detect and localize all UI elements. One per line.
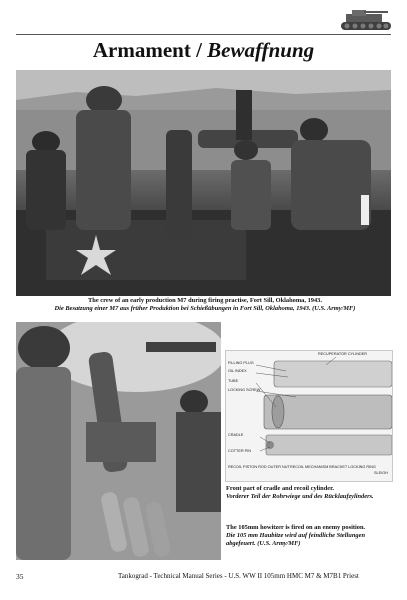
page-number: 35	[16, 572, 24, 581]
label-sleigh: SLEIGH	[374, 471, 388, 475]
photo2-caption-german: Die 105 mm Haubitze wird auf feindliche Stellungen abgefeuert. (U.S. Army/MF)	[226, 532, 366, 547]
photo2-caption	[226, 524, 396, 548]
title-english: Armament	[92, 38, 191, 62]
photo2-caption-english: The 105mm howitzer is fired on an enemy position.	[226, 524, 366, 531]
diagram-cradle-recoil	[225, 350, 393, 482]
label-cotter-pin: COTTER PIN	[228, 449, 251, 453]
label-recoil-piston-rod-outer-nut: RECOIL PISTON ROD OUTER NUT	[228, 465, 290, 469]
footer-series-title: Tankograd - Technical Manual Series - U.S. WW II 105mm HMC M7 & M7B1 Priest	[118, 572, 359, 580]
label-tube: TUBE	[228, 379, 239, 383]
photo-crew-m7	[16, 70, 391, 296]
tank-logo-icon	[338, 6, 396, 34]
photo-crew-m7-image	[16, 70, 391, 296]
diagram-cradle-recoil-drawing	[226, 351, 392, 481]
header-rule	[16, 34, 391, 35]
photo1-caption	[30, 297, 380, 313]
label-cradle: CRADLE	[228, 433, 244, 437]
label-locking-screw: LOCKING SCREW	[228, 388, 261, 392]
photo-howitzer-firing-image	[16, 322, 221, 560]
label-oil-index: OIL INDEX	[228, 369, 247, 373]
label-recoil-mechanism-bracket-locking-ring: RECOIL MECHANISM BRACKET LOCKING RING	[290, 465, 376, 469]
photo1-caption-german: Die Besatzung einer M7 aus früher Produktion bei Schießübungen in Fort Sill, Oklahoma, 1943. (U.S. Army/MF)	[54, 305, 356, 312]
label-recuperator-cylinder: RECUPERATOR CYLINDER	[318, 352, 368, 356]
diagram-caption-english: Front part of cradle and recoil cylinder.	[226, 485, 334, 492]
diagram-caption	[226, 485, 396, 501]
photo1-caption-english: The crew of an early production M7 during firing practise, Fort Sill, Oklahoma, 1943.	[88, 297, 322, 304]
photo-howitzer-firing	[16, 322, 221, 560]
title-separator: /	[190, 38, 208, 62]
label-filling-plug: FILLING PLUG	[228, 361, 254, 365]
title-german: Bewaffnung	[207, 38, 315, 62]
page-title	[0, 38, 407, 63]
diagram-caption-german: Vorderer Teil der Rohrwiege und des Rücklaufzylinders.	[226, 493, 374, 500]
